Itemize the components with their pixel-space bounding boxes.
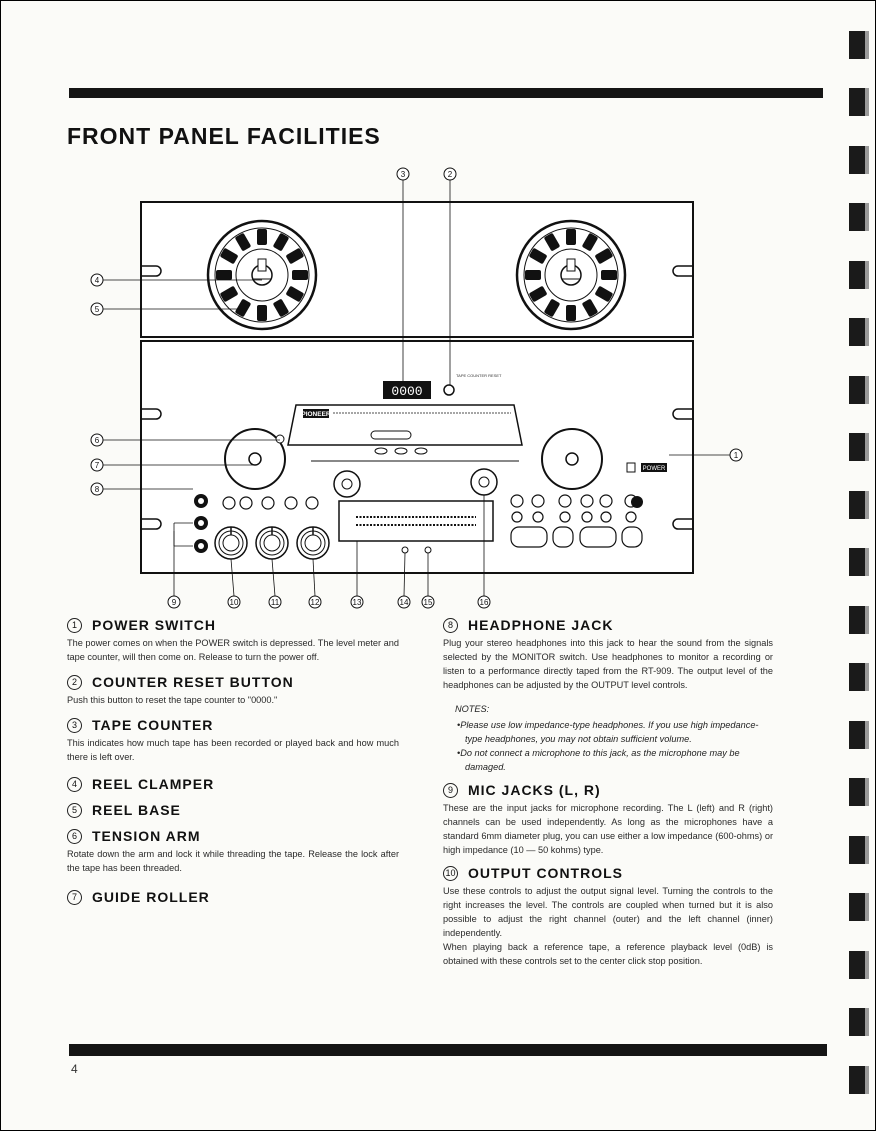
section-body-2: When playing back a reference tape, a reference playback level (0dB) is obtained with these controls set to the center click stop position. xyxy=(443,942,773,966)
callout-5: 5 xyxy=(94,305,100,314)
callout-13: 13 xyxy=(352,598,362,607)
section-number: 6 xyxy=(67,829,82,844)
top-rule xyxy=(69,88,823,98)
section-body: This indicates how much tape has been recorded or played back and how much there is left over. xyxy=(67,738,399,762)
section-title: TAPE COUNTER xyxy=(92,717,214,733)
section-body: Rotate down the arm and lock it while threading the tape. Release the lock after the tape has been threaded. xyxy=(67,849,399,873)
section-body: Plug your stereo headphones into this jack to hear the sound from the signals selected by the MONITOR switch. Use headphones to monitor a recording or listen to a performance directly taped from the RT-909. The output level of the headphones can be adjusted by the OUTPUT level controls. xyxy=(443,638,773,690)
callout-4: 4 xyxy=(94,276,100,285)
counter-display: 0000 xyxy=(391,384,423,399)
section-number: 8 xyxy=(443,618,458,633)
right-column xyxy=(443,617,773,974)
section-body: These are the input jacks for microphone recording. The L (left) and R (right) channels can be used independently. As long as the microphones have a standard 6mm diameter plug, you can use either a low impedance (600-ohms) or high impedance (10 — 50 kohms) type. xyxy=(443,803,773,855)
section-number: 1 xyxy=(67,618,82,633)
brand-label: PIONEER xyxy=(301,411,331,418)
section-headphone-jack xyxy=(443,617,773,692)
page-number: 4 xyxy=(71,1062,78,1076)
section-reel-base xyxy=(67,802,399,818)
bottom-rule xyxy=(69,1044,827,1056)
note-item: •Please use low impedance-type headphones. If you use high impedance-type headphones, you may not obtain sufficient volume. xyxy=(457,720,759,744)
section-title: COUNTER RESET BUTTON xyxy=(92,674,294,690)
section-guide-roller xyxy=(67,889,399,905)
section-output-controls xyxy=(443,865,773,968)
callout-7: 7 xyxy=(94,461,100,470)
section-title: TENSION ARM xyxy=(92,828,201,844)
section-body: Push this button to reset the tape counter to "0000." xyxy=(67,695,278,705)
callout-16: 16 xyxy=(479,598,489,607)
spiral-binding xyxy=(851,31,869,1111)
callout-3: 3 xyxy=(400,170,406,179)
section-tension-arm xyxy=(67,828,399,875)
section-number: 2 xyxy=(67,675,82,690)
notes-block xyxy=(455,702,773,774)
svg-text:TAPE COUNTER RESET: TAPE COUNTER RESET xyxy=(456,373,502,378)
notes-title: NOTES: xyxy=(455,704,490,714)
section-body: The power comes on when the POWER switch is depressed. The level meter and tape counter, will then come on. Release to turn the power off. xyxy=(67,638,399,662)
callout-9: 9 xyxy=(171,598,177,607)
front-panel-diagram xyxy=(71,161,771,611)
section-title: REEL BASE xyxy=(92,802,181,818)
section-title: HEADPHONE JACK xyxy=(468,617,614,633)
section-title: MIC JACKS (L, R) xyxy=(468,782,601,798)
section-tape-counter xyxy=(67,717,399,764)
section-number: 4 xyxy=(67,777,82,792)
left-column xyxy=(67,617,399,911)
callout-6: 6 xyxy=(94,436,100,445)
callout-15: 15 xyxy=(423,598,433,607)
callout-11: 11 xyxy=(270,598,280,607)
section-counter-reset xyxy=(67,674,399,707)
section-reel-clamper xyxy=(67,776,399,792)
section-number: 9 xyxy=(443,783,458,798)
section-number: 10 xyxy=(443,866,458,881)
section-number: 3 xyxy=(67,718,82,733)
callout-2: 2 xyxy=(447,170,453,179)
section-title: REEL CLAMPER xyxy=(92,776,215,792)
callout-10: 10 xyxy=(229,598,239,607)
section-number: 7 xyxy=(67,890,82,905)
page-title: FRONT PANEL FACILITIES xyxy=(67,123,381,149)
section-mic-jacks xyxy=(443,782,773,857)
section-title: GUIDE ROLLER xyxy=(92,889,210,905)
section-title: OUTPUT CONTROLS xyxy=(468,865,623,881)
callout-1: 1 xyxy=(733,451,739,460)
section-body: Use these controls to adjust the output signal level. Turning the controls to the right increases the level. The controls are coupled when turned but it is also possible to adjust the right channel (outer) and the left channel (inner) independently. xyxy=(443,886,773,938)
section-number: 5 xyxy=(67,803,82,818)
section-power-switch xyxy=(67,617,399,664)
note-item: •Do not connect a microphone to this jack, as the microphone may be damaged. xyxy=(457,748,740,772)
power-label: POWER xyxy=(642,466,666,472)
callout-14: 14 xyxy=(399,598,409,607)
callout-8: 8 xyxy=(94,485,100,494)
section-title: POWER SWITCH xyxy=(92,617,216,633)
callout-12: 12 xyxy=(310,598,320,607)
